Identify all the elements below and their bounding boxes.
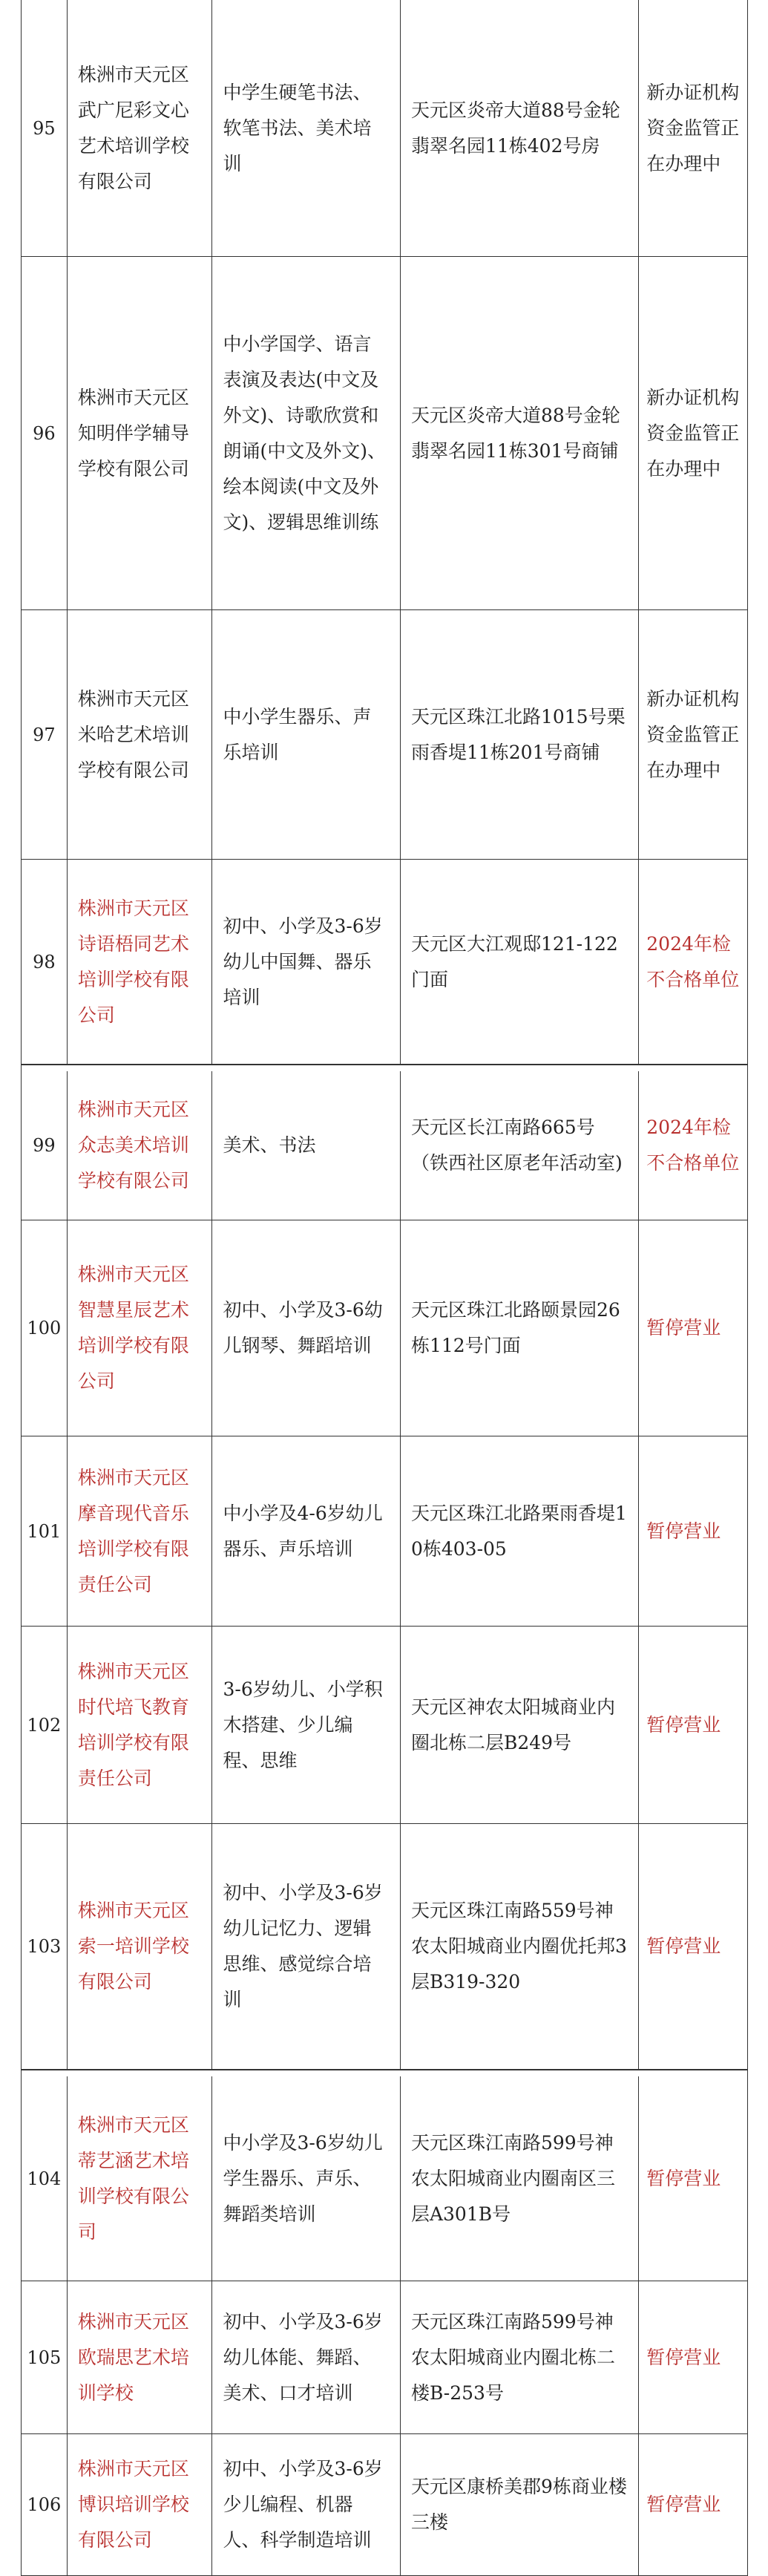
school-address: 天元区炎帝大道88号金轮翡翠名园11栋402号房 <box>401 0 639 256</box>
page-break <box>21 1065 748 1071</box>
training-scope: 中小学国学、语言表演及表达(中文及外文)、诗歌欣赏和朗诵(中文及外文)、绘本阅读(中文及外文)、逻辑思维训练 <box>212 257 400 609</box>
table-row <box>22 1220 747 1436</box>
row-number: 95 <box>22 0 68 256</box>
status-note: 新办证机构资金监管正在办理中 <box>646 386 740 480</box>
row-number: 99 <box>22 1071 68 1220</box>
training-scope: 中小学及3-6岁幼儿学生器乐、声乐、舞蹈类培训 <box>212 2076 400 2281</box>
page-break <box>21 2070 748 2076</box>
row-number: 101 <box>22 1436 68 1626</box>
school-name: 株洲市天元区米哈艺术培训学校有限公司 <box>68 610 213 859</box>
school-name: 株洲市天元区蒂艺涵艺术培训学校有限公司 <box>68 2076 213 2281</box>
status-note: 暂停营业 <box>646 2167 721 2189</box>
status-note: 暂停营业 <box>646 1520 721 1542</box>
school-name: 株洲市天元区索一培训学校有限公司 <box>68 1824 213 2069</box>
table-block-2 <box>21 1071 748 2070</box>
table-row <box>22 2434 747 2575</box>
training-scope: 3-6岁幼儿、小学积木搭建、少儿编程、思维 <box>212 1627 400 1823</box>
school-name: 株洲市天元区武广尼彩文心艺术培训学校有限公司 <box>68 0 213 256</box>
table-row <box>22 1071 747 1220</box>
training-scope: 中学生硬笔书法、软笔书法、美术培训 <box>212 0 400 256</box>
table-row <box>22 610 747 860</box>
school-address: 天元区大江观邸121-122门面 <box>401 860 639 1064</box>
school-address: 天元区珠江北路栗雨香堤10栋403-05 <box>401 1436 639 1626</box>
school-address: 天元区珠江南路559号神农太阳城商业内圈优托邦3层B319-320 <box>401 1824 639 2069</box>
row-number: 104 <box>22 2076 68 2281</box>
school-name: 株洲市天元区时代培飞教育培训学校有限责任公司 <box>68 1627 213 1823</box>
row-number: 103 <box>22 1824 68 2069</box>
school-address: 天元区神农太阳城商业内圈北栋二层B249号 <box>401 1627 639 1823</box>
school-address: 天元区珠江南路599号神农太阳城商业内圈北栋二楼B-253号 <box>401 2281 639 2433</box>
status-note: 2024年检不合格单位 <box>646 932 740 990</box>
school-address: 天元区康桥美郡9栋商业楼三楼 <box>401 2434 639 2575</box>
status-note: 新办证机构资金监管正在办理中 <box>646 687 740 781</box>
table-block-3 <box>21 2076 748 2576</box>
registry-table <box>21 0 748 2576</box>
training-scope: 初中、小学及3-6岁幼儿体能、舞蹈、美术、口才培训 <box>212 2281 400 2433</box>
school-name: 株洲市天元区众志美术培训学校有限公司 <box>68 1071 213 1220</box>
status-note: 新办证机构资金监管正在办理中 <box>646 81 740 174</box>
row-number: 96 <box>22 257 68 609</box>
training-scope: 初中、小学及3-6岁幼儿中国舞、器乐培训 <box>212 860 400 1064</box>
status-note: 暂停营业 <box>646 2494 721 2515</box>
training-scope: 中小学及4-6岁幼儿器乐、声乐培训 <box>212 1436 400 1626</box>
training-scope: 初中、小学及3-6岁少儿编程、机器人、科学制造培训 <box>212 2434 400 2575</box>
table-row <box>22 1824 747 2069</box>
row-number: 98 <box>22 860 68 1064</box>
training-scope: 中小学生器乐、声乐培训 <box>212 610 400 859</box>
training-scope: 初中、小学及3-6幼儿钢琴、舞蹈培训 <box>212 1220 400 1436</box>
table-row <box>22 1627 747 1824</box>
table-row <box>22 2281 747 2434</box>
table-row <box>22 257 747 610</box>
table-row <box>22 1436 747 1627</box>
school-name: 株洲市天元区博识培训学校有限公司 <box>68 2434 213 2575</box>
school-address: 天元区珠江北路1015号栗雨香堤11栋201号商铺 <box>401 610 639 859</box>
school-name: 株洲市天元区摩音现代音乐培训学校有限责任公司 <box>68 1436 213 1626</box>
row-number: 97 <box>22 610 68 859</box>
row-number: 105 <box>22 2281 68 2433</box>
status-note: 暂停营业 <box>646 1935 721 1957</box>
table-row <box>22 860 747 1064</box>
status-note: 暂停营业 <box>646 2346 721 2368</box>
school-address: 天元区长江南路665号（铁西社区原老年活动室) <box>401 1071 639 1220</box>
row-number: 102 <box>22 1627 68 1823</box>
table-row <box>22 2076 747 2281</box>
row-number: 100 <box>22 1220 68 1436</box>
training-scope: 美术、书法 <box>212 1071 400 1220</box>
school-address: 天元区珠江南路599号神农太阳城商业内圈南区三层A301B号 <box>401 2076 639 2281</box>
status-note: 2024年检不合格单位 <box>646 1117 740 1174</box>
school-name: 株洲市天元区诗语梧同艺术培训学校有限公司 <box>68 860 213 1064</box>
table-row <box>22 0 747 257</box>
training-scope: 初中、小学及3-6岁幼儿记忆力、逻辑思维、感觉综合培训 <box>212 1824 400 2069</box>
row-number: 106 <box>22 2434 68 2575</box>
school-address: 天元区珠江北路颐景园26栋112号门面 <box>401 1220 639 1436</box>
school-name: 株洲市天元区知明伴学辅导学校有限公司 <box>68 257 213 609</box>
status-note: 暂停营业 <box>646 1317 721 1338</box>
school-address: 天元区炎帝大道88号金轮翡翠名园11栋301号商铺 <box>401 257 639 609</box>
table-block-1 <box>21 0 748 1065</box>
school-name: 株洲市天元区智慧星辰艺术培训学校有限公司 <box>68 1220 213 1436</box>
school-name: 株洲市天元区欧瑞思艺术培训学校 <box>68 2281 213 2433</box>
status-note: 暂停营业 <box>646 1713 721 1736</box>
